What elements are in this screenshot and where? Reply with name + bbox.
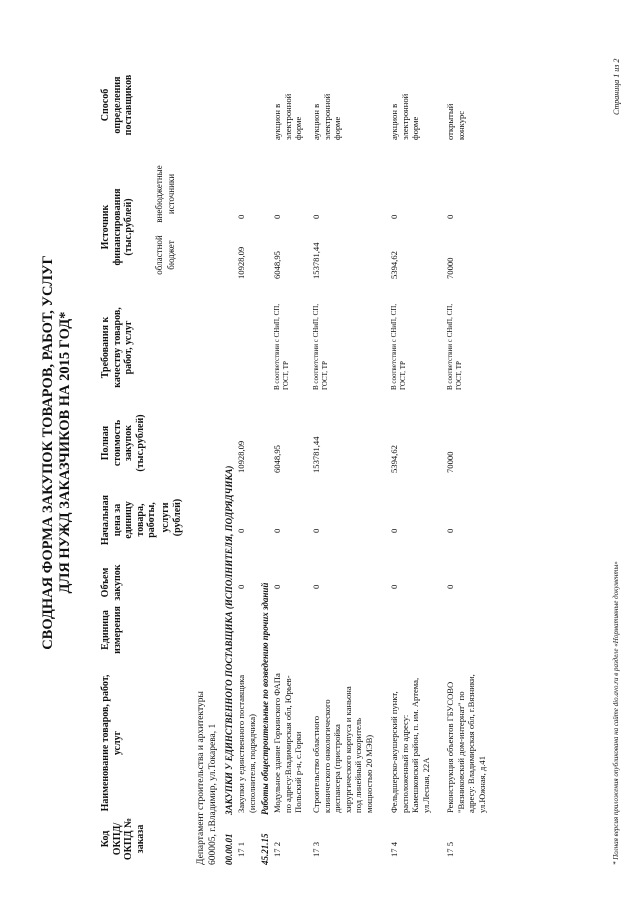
row-volume: 0 (389, 584, 399, 589)
header-funding-extrabudget: внебюджетные источники (154, 165, 176, 223)
row-requirements: В соответствии с СНиП, СП, ГОСТ, ТР (273, 303, 290, 390)
row-funding-extrabudget: 0 (311, 214, 321, 219)
row-name: Закупки у единственного поставщика (исполнителя, подрядчика) (236, 674, 257, 813)
row-total-cost: 5394,62 (389, 445, 399, 473)
organization-address: 600005, г.Владимир, ул.Токарева, 1 (208, 723, 218, 865)
organization-name: Департамент строительства и архитектуры (196, 691, 206, 865)
row-volume: 0 (445, 584, 455, 589)
row-requirements: В соответствии с СНиП, СП, ГОСТ, ТР (390, 303, 407, 390)
header-unit: Единица измерения (100, 606, 123, 654)
header-code: Код ОКПД/ ОКПД № заказа (100, 817, 146, 861)
row-method: аукцион в электронной форме (272, 93, 303, 140)
section-title: Работы общестроительные по возведению прочих зданий (260, 582, 270, 815)
row-code: 17 5 (445, 841, 455, 857)
row-volume: 0 (236, 584, 246, 589)
row-volume: 0 (272, 584, 282, 589)
row-funding-regional: 10928,09 (236, 246, 246, 279)
header-method: Способ определения поставщиков (100, 74, 134, 136)
header-volume: Объем закупок (100, 564, 123, 601)
document-title: СВОДНАЯ ФОРМА ЗАКУПОК ТОВАРОВ, РАБОТ, УСЛУГ (40, 255, 56, 650)
section-code: 00.00.01 (224, 833, 234, 865)
row-total-cost: 70000 (445, 451, 455, 473)
header-funding: Источник финансирования (тыс.рублей) (100, 188, 134, 266)
row-volume: 0 (311, 584, 321, 589)
row-total-cost: 153781,44 (311, 436, 321, 473)
row-funding-regional: 6048,95 (272, 251, 282, 279)
row-funding-extrabudget: 0 (236, 214, 246, 219)
row-funding-extrabudget: 0 (272, 214, 282, 219)
row-method: аукцион в электронной форме (311, 93, 342, 140)
section-code: 45.21.15 (260, 833, 270, 865)
row-funding-extrabudget: 0 (445, 214, 455, 219)
row-code: 17 3 (311, 841, 321, 857)
row-requirements: В соответствии с СНиП, СП, ГОСТ, ТР (312, 303, 329, 390)
row-method: аукцион в электронной форме (389, 93, 420, 140)
row-name: Реконструкция объектов ГБУСОВО "Вязниковский дом-интернат" по адресу: Владимирская обл, г.Вязники, ул.Южная, д.41 (445, 674, 487, 813)
row-method: открытый конкурс (445, 103, 466, 140)
row-unit-price: 0 (272, 528, 282, 533)
row-total-cost: 10928,09 (236, 440, 246, 473)
section-title: ЗАКУПКИ У ЕДИНСТВЕННОГО ПОСТАВЩИКА (ИСПОЛНИТЕЛЯ, ПОДРЯДЧИКА) (224, 465, 234, 815)
row-name: Строительство областного клинического онкологического диспансера (пристройка хирургического корпуса и каньона под линейный ускоритель мощностью 20 МЭВ) (311, 686, 374, 813)
document-subtitle: ДЛЯ НУЖД ЗАКАЗЧИКОВ НА 2015 ГОД* (57, 311, 73, 594)
header-total-cost: Полная стоимость закупок (тыс.рублей) (100, 414, 146, 472)
row-unit-price: 0 (311, 528, 321, 533)
page-number: Страница 1 из 2 (612, 58, 621, 115)
row-name: Фельдшерско-акушерский пункт, расположенный по адресу: Камешковский район, п. им. Артема, ул.Лесная, 22А (389, 677, 431, 813)
header-requirements: Требования к качеству товаров, работ, услуг (100, 307, 134, 388)
header-funding-regional: областной бюджет (154, 235, 176, 275)
row-code: 17 4 (389, 841, 399, 857)
header-name: Наименование товаров, работ, услуг (100, 674, 123, 812)
row-funding-regional: 70000 (445, 257, 455, 279)
row-code: 17 1 (236, 841, 246, 857)
footnote: * Полная версия приложения опубликована на сайте dio.avo.ru в разделе «Нормативные документы» (612, 561, 620, 865)
row-code: 17 2 (272, 841, 282, 857)
header-unit-price: Начальная цена за единицу товара, работы, (100, 494, 157, 546)
row-funding-regional: 5394,62 (389, 251, 399, 279)
row-unit-price: 0 (445, 528, 455, 533)
row-requirements: В соответствии с СНиП, СП, ГОСТ, ТР (446, 303, 463, 390)
row-funding-regional: 153781,44 (311, 242, 321, 279)
header-unit-price-tail: услуги (рублей) (160, 498, 183, 537)
row-unit-price: 0 (389, 528, 399, 533)
row-name: Модульное здание Горкинского ФАПа по адресу:Владимирская обл, Юрьев-Польский р-н, с.Горки (272, 673, 303, 813)
row-unit-price: 0 (236, 528, 246, 533)
row-total-cost: 6048,95 (272, 445, 282, 473)
row-funding-extrabudget: 0 (389, 214, 399, 219)
